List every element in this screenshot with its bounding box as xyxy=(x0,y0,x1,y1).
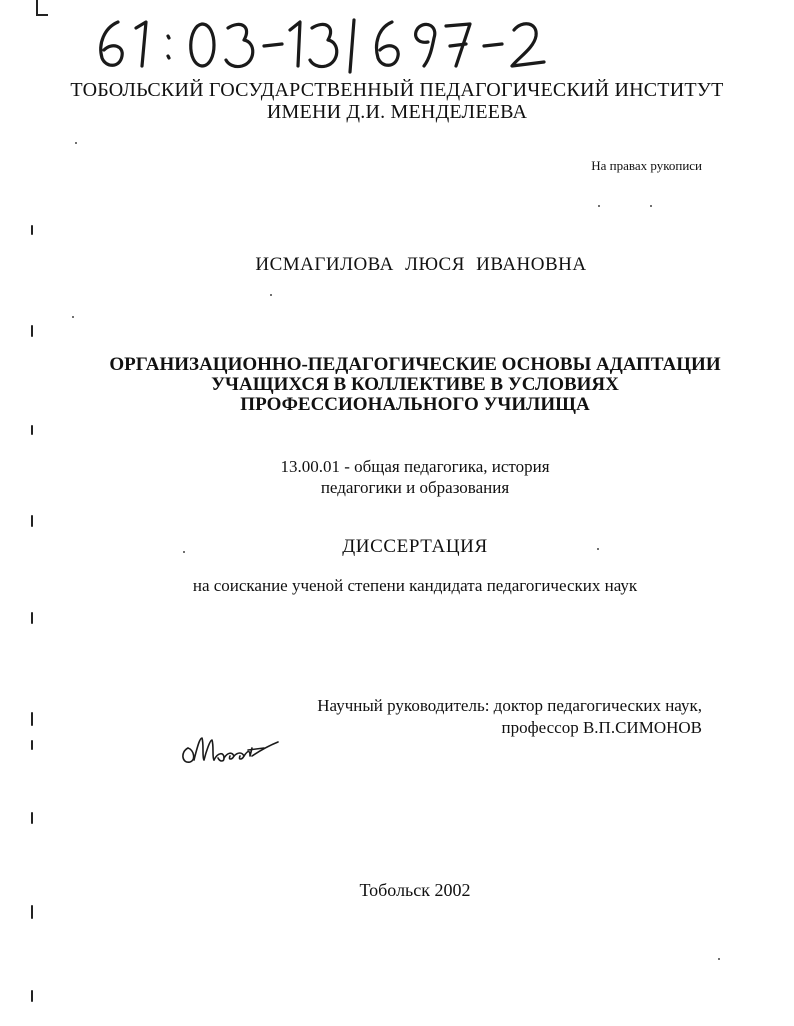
archive-code xyxy=(92,14,562,74)
scan-edge-mark xyxy=(31,812,33,824)
scan-edge-mark xyxy=(31,425,33,435)
scan-edge-mark xyxy=(31,990,33,1002)
institute-name xyxy=(0,79,794,123)
scan-edge-mark xyxy=(31,740,33,750)
degree-statement: на соискание ученой степени кандидата педагогических наук xyxy=(192,576,638,595)
scan-edge-mark xyxy=(31,905,33,919)
institute-line-2: ИМЕНИ Д.И. МЕНДЕЛЕЕВА xyxy=(266,101,528,123)
supervisor-line-1: Научный руководитель: доктор педагогических наук, xyxy=(317,696,702,715)
handwritten-signature xyxy=(178,730,288,770)
scan-speck xyxy=(75,142,77,144)
supervisor xyxy=(317,695,702,739)
scan-speck xyxy=(72,316,74,318)
specialty-line-2: педагогики и образования xyxy=(320,478,510,497)
scan-edge-mark xyxy=(31,325,33,337)
supervisor-line-2: профессор В.П.СИМОНОВ xyxy=(501,718,702,737)
title-line-2: УЧАЩИХСЯ В КОЛЛЕКТИВЕ В УСЛОВИЯХ xyxy=(211,374,619,395)
author-name: ИСМАГИЛОВА ЛЮСЯ ИВАНОВНА xyxy=(255,254,587,275)
scan-corner-mark xyxy=(36,0,48,16)
scan-edge-mark xyxy=(31,712,33,726)
scan-edge-mark xyxy=(31,612,33,624)
scan-speck xyxy=(270,294,272,296)
manuscript-rights: На правах рукописи xyxy=(591,158,702,173)
institute-line-1: ТОБОЛЬСКИЙ ГОСУДАРСТВЕННЫЙ ПЕДАГОГИЧЕСКИЙ ИНСТИТУТ xyxy=(70,79,724,101)
specialty-line-1: 13.00.01 - общая педагогика, история xyxy=(280,457,550,476)
scan-speck xyxy=(598,205,600,207)
document-genre: ДИССЕРТАЦИЯ xyxy=(342,536,488,557)
title-line-3: ПРОФЕССИОНАЛЬНОГО УЧИЛИЩА xyxy=(240,394,590,415)
city-year: Тобольск 2002 xyxy=(359,880,471,900)
scan-speck xyxy=(718,958,720,960)
title-line-1: ОРГАНИЗАЦИОННО-ПЕДАГОГИЧЕСКИЕ ОСНОВЫ АДАПТАЦИИ xyxy=(109,354,721,375)
specialty xyxy=(18,456,794,498)
scan-edge-mark xyxy=(31,515,33,527)
scan-speck xyxy=(650,205,652,207)
scan-edge-mark xyxy=(31,225,33,235)
archive-code-handwriting xyxy=(92,14,562,74)
dissertation-title xyxy=(18,355,794,415)
